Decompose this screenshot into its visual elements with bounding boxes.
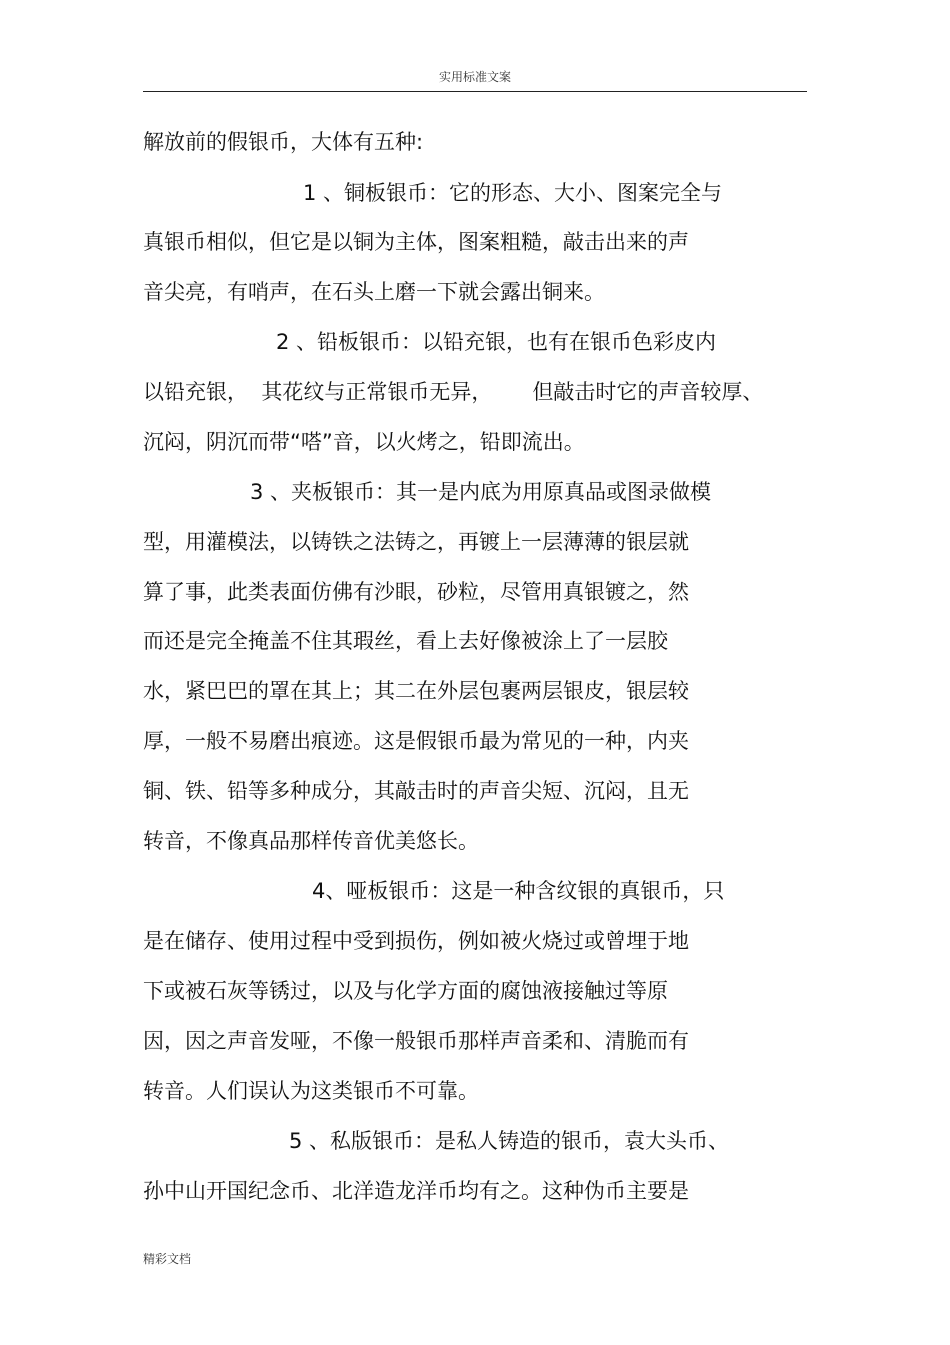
page-header-title: 实用标准文案 xyxy=(438,70,511,84)
item-5-heading-line: 5 、私版银币：是私人铸造的银币，袁大头币、 xyxy=(289,1129,730,1153)
item-2-heading-line: 2 、铅板银币：以铅充银，也有在银币色彩皮内 xyxy=(276,330,717,354)
item-3-text-line: 厚，一般不易磨出痕迹。这是假银币最为常见的一种，内夹 xyxy=(143,729,689,753)
page-footer-label: 精彩文档 xyxy=(143,1252,192,1266)
item-3-text-line: 型，用灌模法，以铸铁之法铸之，再镀上一层薄薄的银层就 xyxy=(143,530,689,554)
item-1-text-line: 音尖亮，有哨声，在石头上磨一下就会露出铜来。 xyxy=(143,280,605,304)
item-4-text-line: 是在储存、使用过程中受到损伤，例如被火烧过或曾埋于地 xyxy=(143,929,689,953)
item-2-text-line: 沉闷，阴沉而带“嗒”音，以火烤之，铅即流出。 xyxy=(143,430,585,454)
item-3-text-line: 水，紧巴巴的罩在其上；其二在外层包裹两层银皮，银层较 xyxy=(143,679,689,703)
item-4-heading-line: 4、哑板银币：这是一种含纹银的真银币，只 xyxy=(312,879,725,903)
item-3-heading-line: 3 、夹板银币：其一是内底为用原真品或图录做模 xyxy=(250,480,712,504)
item-2-text-line: 以铅充银， 其花纹与正常银币无异， 但敲击时它的声音较厚、 xyxy=(143,380,764,404)
item-4-text-line: 因，因之声音发哑，不像一般银币那样声音柔和、清脆而有 xyxy=(143,1029,689,1053)
item-4-text-line: 转音。人们误认为这类银币不可靠。 xyxy=(143,1079,479,1103)
item-3-text-line: 铜、铁、铅等多种成分，其敲击时的声音尖短、沉闷，且无 xyxy=(143,779,689,803)
item-3-text-line: 而还是完全掩盖不住其瑕丝，看上去好像被涂上了一层胶 xyxy=(143,629,668,653)
item-3-text-line: 转音，不像真品那样传音优美悠长。 xyxy=(143,829,479,853)
item-3-text-line: 算了事，此类表面仿佛有沙眼，砂粒，尽管用真银镀之，然 xyxy=(143,580,689,604)
item-5-text-line: 孙中山开国纪念币、北洋造龙洋币均有之。这种伪币主要是 xyxy=(143,1179,689,1203)
item-1-text-line: 真银币相似，但它是以铜为主体，图案粗糙，敲击出来的声 xyxy=(143,230,689,254)
intro-line: 解放前的假银币，大体有五种: xyxy=(143,130,424,154)
item-1-heading-line: 1 、铜板银币：它的形态、大小、图案完全与 xyxy=(303,181,723,205)
header-divider xyxy=(143,91,807,92)
item-4-text-line: 下或被石灰等锈过，以及与化学方面的腐蚀液接触过等原 xyxy=(143,979,668,1003)
